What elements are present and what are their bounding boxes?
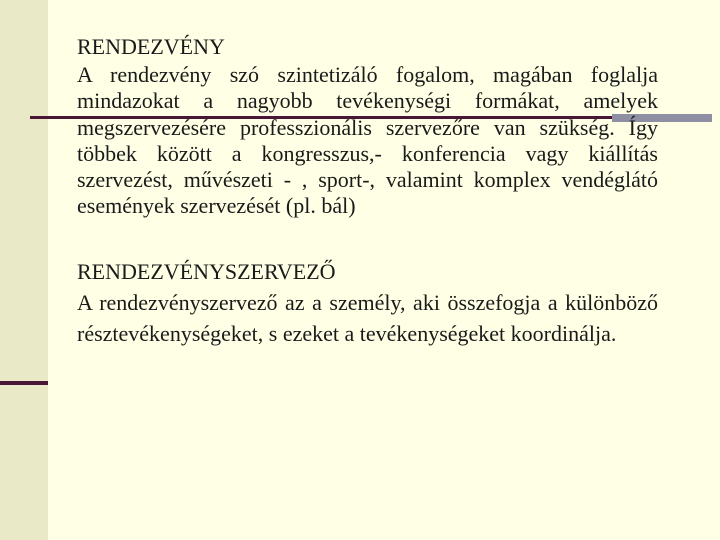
left-sidebar-panel: [0, 0, 48, 540]
section-heading-rendezveny: RENDEZVÉNY: [77, 34, 225, 59]
slide-content: [77, 32, 658, 350]
section-body-rendezvenyszervezo: A rendezvényszervező az a személy, aki összefogja a különböző résztevékenységeket, s ezeket a tevékenységeket koordinálja.: [77, 289, 658, 347]
sidebar-divider-bottom: [0, 381, 48, 385]
section-heading-rendezvenyszervezo: RENDEZVÉNYSZERVEZŐ: [77, 258, 336, 284]
section-spacer: [77, 220, 658, 257]
section-body-rendezveny: A rendezvény szó szintetizáló fogalom, magában foglalja mindazokat a nagyobb tevékenységi formákat, amelyek megszervezésére professzionális szervezőre van szükség. Így többek között a kongresszus,- konferencia vagy kiállítás szervezést, művészeti - , sport-, valamint komplex vendéglátó események szervezését (pl. bál): [77, 62, 658, 219]
